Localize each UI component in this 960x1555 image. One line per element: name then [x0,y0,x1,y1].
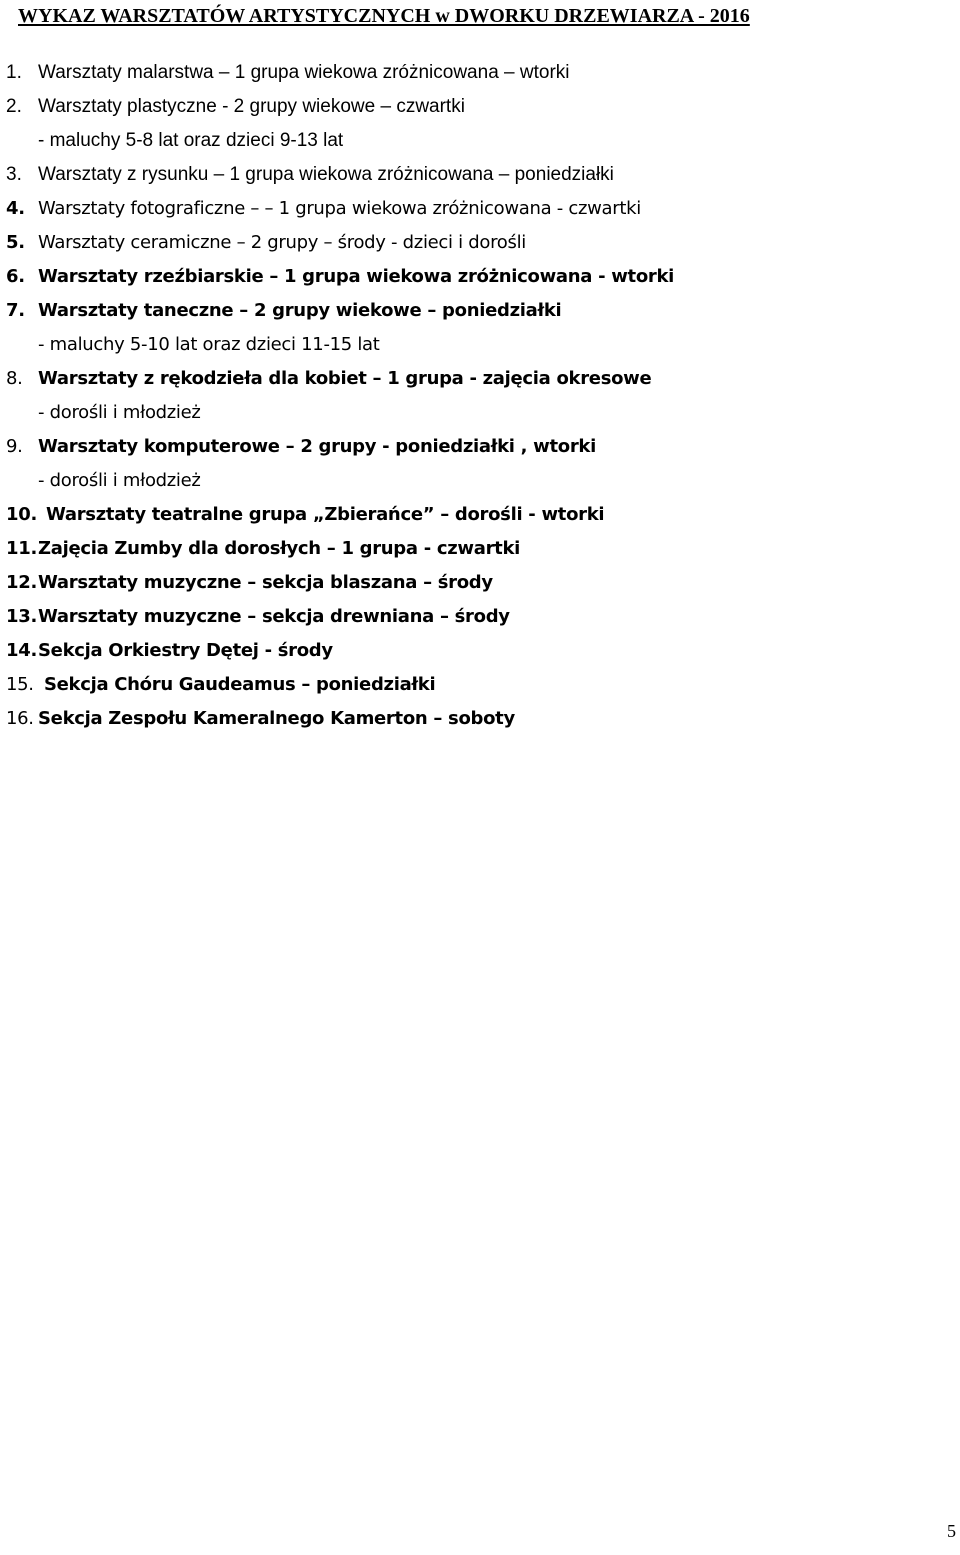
list-item-number: 15. [6,674,34,695]
list-item-detail: - dorośli i młodzież [38,402,201,423]
list-item-14 [6,634,936,668]
list-item-detail: - maluchy 5-8 lat oraz dzieci 9-13 lat [38,130,344,151]
workshop-list [6,56,936,736]
list-item-text: Warsztaty plastyczne - 2 grupy wiekowe – czwartki [38,96,465,117]
list-item-12 [6,566,936,600]
list-item-number: 10. [6,504,37,525]
list-item-number: 12. [6,572,37,593]
list-item-text: Warsztaty teatralne grupa „Zbierańce” – dorośli - wtorki [40,504,605,525]
list-item-number: 16. [6,708,34,729]
list-item-number: 2. [6,96,22,117]
list-item-number: 1. [6,62,22,83]
list-item-13 [6,600,936,634]
list-item-6 [6,260,936,294]
list-item-text: Warsztaty z rękodzieła dla kobiet – 1 grupa - zajęcia okresowe [38,368,652,389]
list-item-number: 6. [6,266,25,287]
list-item-detail: - dorośli i młodzież [38,470,201,491]
list-item-10 [6,498,936,532]
list-item-text: Warsztaty z rysunku – 1 grupa wiekowa zróżnicowana – poniedziałki [38,164,614,185]
list-item-number: 13. [6,606,37,627]
list-item-number: 11. [6,538,37,559]
list-item-text: Warsztaty taneczne – 2 grupy wiekowe – poniedziałki [38,300,562,321]
list-item-text: Warsztaty fotograficzne – – 1 grupa wiekowa zróżnicowana - czwartki [38,198,641,219]
list-item-text: Warsztaty komputerowe – 2 grupy - poniedziałki , wtorki [38,436,596,457]
list-item-text: Warsztaty muzyczne – sekcja blaszana – środy [38,572,493,593]
list-item-2-detail [6,124,936,158]
list-item-text: Warsztaty rzeźbiarskie – 1 grupa wiekowa zróżnicowana - wtorki [38,266,675,287]
list-item-detail: - maluchy 5-10 lat oraz dzieci 11-15 lat [38,334,380,355]
list-item-8 [6,362,936,396]
list-item-3 [6,158,936,192]
list-item-text: Warsztaty muzyczne – sekcja drewniana – środy [38,606,510,627]
list-item-text: Warsztaty malarstwa – 1 grupa wiekowa zróżnicowana – wtorki [38,62,570,83]
list-item-7 [6,294,936,328]
list-item-number: 14. [6,640,37,661]
list-item-number: 3. [6,164,22,185]
list-item-11 [6,532,936,566]
list-item-16 [6,702,936,736]
list-item-9-detail [6,464,936,498]
list-item-text: Warsztaty ceramiczne – 2 grupy – środy - dzieci i dorośli [38,232,526,253]
list-item-text: Sekcja Orkiestry Dętej - środy [38,640,333,661]
list-item-1 [6,56,936,90]
list-item-number: 9. [6,436,23,457]
page-number: 5 [947,1521,956,1541]
list-item-number: 5. [6,232,25,253]
list-item-text: Sekcja Zespołu Kameralnego Kamerton – soboty [38,708,515,729]
list-item-text: Zajęcia Zumby dla dorosłych – 1 grupa - czwartki [38,538,520,559]
list-item-7-detail [6,328,936,362]
list-item-text: Sekcja Chóru Gaudeamus – poniedziałki [38,674,436,695]
list-item-number: 4. [6,198,25,219]
list-item-2 [6,90,936,124]
list-item-5 [6,226,936,260]
list-item-15 [6,668,936,702]
list-item-4 [6,192,936,226]
document-title: WYKAZ WARSZTATÓW ARTYSTYCZNYCH w DWORKU DRZEWIARZA - 2016 [18,5,750,27]
list-item-number: 7. [6,300,25,321]
list-item-number: 8. [6,368,23,389]
list-item-9 [6,430,936,464]
list-item-8-detail [6,396,936,430]
